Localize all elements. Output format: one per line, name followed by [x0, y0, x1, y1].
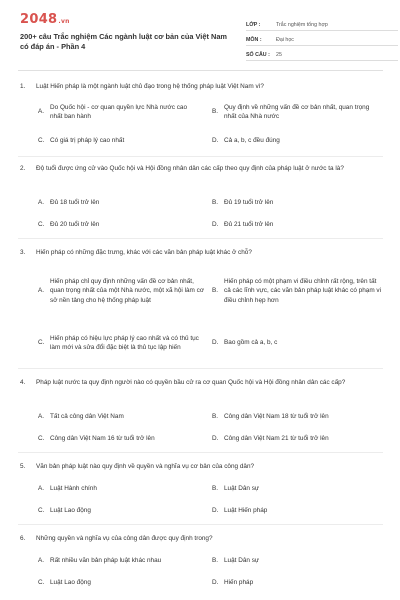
- option-b[interactable]: [212, 102, 382, 122]
- option-text: Bao gồm cả a, b, c: [224, 339, 278, 347]
- meta-label: LỚP :: [246, 22, 261, 28]
- option-d[interactable]: [212, 578, 382, 588]
- option-letter: D.: [212, 221, 219, 229]
- option-c[interactable]: [38, 220, 198, 230]
- question-1: [20, 82, 382, 92]
- option-d[interactable]: [212, 220, 382, 230]
- option-letter: C.: [38, 435, 45, 443]
- logo-suffix: .vn: [58, 18, 70, 25]
- option-letter: A.: [38, 413, 45, 421]
- meta-info: [246, 16, 398, 61]
- option-a[interactable]: [38, 484, 198, 494]
- option-text: Hiến pháp: [224, 579, 254, 587]
- option-letter: D.: [212, 339, 219, 347]
- option-d[interactable]: [212, 434, 382, 444]
- option-text: Đủ 21 tuổi trở lên: [224, 221, 274, 229]
- question-3: [20, 248, 382, 258]
- option-a[interactable]: [38, 198, 198, 208]
- option-letter: B.: [212, 413, 219, 421]
- option-text: Luật Lao động: [50, 507, 91, 515]
- site-logo[interactable]: [20, 12, 70, 27]
- meta-label: MÔN :: [246, 37, 262, 43]
- meta-row-lop: [246, 16, 398, 31]
- question-divider: [18, 452, 383, 453]
- option-c[interactable]: [38, 506, 198, 516]
- question-text: Văn bản pháp luật nào quy định về quyền và nghĩa vụ cơ bản của công dân?: [36, 463, 255, 470]
- option-letter: B.: [212, 557, 219, 565]
- question-2: [20, 164, 382, 174]
- option-b[interactable]: [212, 484, 382, 494]
- option-text: Hiến pháp chỉ quy định những vấn đề cơ bản nhất, quan trọng nhất của một Nhà nước, một xã hội làm cơ sở nền tảng cho hệ thống pháp luật: [50, 277, 205, 304]
- question-divider: [18, 238, 383, 239]
- option-a[interactable]: [38, 556, 198, 566]
- meta-row-mon: [246, 31, 398, 46]
- option-text: Đủ 19 tuổi trở lên: [224, 199, 274, 207]
- option-letter: C.: [38, 221, 45, 229]
- option-d[interactable]: [212, 136, 382, 146]
- option-text: Rất nhiều văn bản pháp luật khác nhau: [50, 557, 162, 565]
- option-c[interactable]: [38, 434, 198, 444]
- option-text: Luật Dân sự: [224, 557, 260, 565]
- meta-value: Trắc nghiệm tổng hợp: [276, 22, 328, 28]
- option-text: Đủ 20 tuổi trở lên: [50, 221, 100, 229]
- option-text: Luật Hiến pháp: [224, 507, 268, 515]
- question-number: 1.: [20, 83, 26, 90]
- question-number: 3.: [20, 249, 26, 256]
- question-divider: [18, 156, 383, 157]
- question-text: Pháp luật nước ta quy định người nào có quyền bầu cử ra cơ quan Quốc hội và Hội đồng nhân dân các cấp?: [36, 379, 346, 386]
- option-a[interactable]: [38, 102, 198, 122]
- option-letter: A.: [38, 287, 45, 295]
- question-number: 4.: [20, 379, 26, 386]
- meta-value: Đại học: [276, 37, 294, 43]
- option-letter: A.: [38, 557, 45, 565]
- option-text: Công dân Việt Nam 18 từ tuổi trở lên: [224, 413, 329, 421]
- option-letter: D.: [212, 137, 219, 145]
- option-letter: C.: [38, 579, 45, 587]
- question-text: Luật Hiến pháp là một ngành luật chủ đạo trong hệ thống pháp luật Việt Nam vì?: [36, 83, 264, 90]
- option-text: Luật Lao động: [50, 579, 91, 587]
- option-d[interactable]: [212, 506, 382, 516]
- question-text: Những quyền và nghĩa vụ của công dân được quy định trong?: [36, 535, 213, 542]
- option-text: Do Quốc hội - cơ quan quyền lực Nhà nước cao nhất ban hành: [50, 103, 188, 120]
- question-5: [20, 462, 382, 472]
- option-letter: B.: [212, 199, 219, 207]
- option-letter: C.: [38, 507, 45, 515]
- option-letter: A.: [38, 199, 45, 207]
- question-text: Hiến pháp có những đặc trưng, khác với các văn bản pháp luật khác ở chỗ?: [36, 249, 252, 256]
- option-letter: D.: [212, 579, 219, 587]
- option-letter: D.: [212, 507, 219, 515]
- option-letter: C.: [38, 137, 45, 145]
- option-d[interactable]: [212, 328, 382, 358]
- option-text: Hiến pháp có một phạm vi điều chỉnh rất rộng, trên tất cả các lĩnh vực, các văn bản pháp luật khác có phạm vi điều chỉnh hẹp hơn: [224, 277, 382, 304]
- meta-value: 25: [276, 52, 282, 58]
- option-letter: D.: [212, 435, 219, 443]
- option-c[interactable]: [38, 578, 198, 588]
- option-text: Đủ 18 tuổi trở lên: [50, 199, 100, 207]
- option-text: Quy định về những vấn đề cơ bản nhất, quan trọng nhất của Nhà nước: [224, 103, 370, 120]
- option-text: Tất cả công dân Việt Nam: [50, 413, 124, 421]
- option-b[interactable]: [212, 556, 382, 566]
- option-letter: C.: [38, 339, 45, 347]
- question-divider: [18, 524, 383, 525]
- page-header: [20, 12, 382, 62]
- option-c[interactable]: [38, 136, 198, 146]
- option-a[interactable]: [38, 412, 198, 422]
- option-text: Có giá trị pháp lý cao nhất: [50, 137, 125, 145]
- option-c[interactable]: [38, 328, 208, 358]
- option-letter: B.: [212, 287, 219, 295]
- question-number: 5.: [20, 463, 26, 470]
- meta-label: SỐ CÂU :: [246, 52, 270, 58]
- option-text: Cả a, b, c đều đúng: [224, 137, 280, 145]
- option-text: Công dân Việt Nam 21 từ tuổi trở lên: [224, 435, 329, 443]
- option-text: Luật Dân sự: [224, 485, 260, 493]
- option-letter: B.: [212, 485, 219, 493]
- page-title: 200+ câu Trắc nghiệm Các ngành luật cơ bản của Việt Nam có đáp án - Phần 4: [20, 32, 227, 51]
- question-number: 6.: [20, 535, 26, 542]
- option-letter: B.: [212, 108, 219, 116]
- question-number: 2.: [20, 165, 26, 172]
- option-text: Hiến pháp có hiệu lực pháp lý cao nhất và có thủ tục làm mới và sửa đổi đặc biệt là thủ tục lập hiến: [50, 334, 199, 351]
- header-divider: [18, 70, 383, 71]
- option-a[interactable]: [38, 266, 208, 316]
- option-b[interactable]: [212, 266, 382, 316]
- question-text: Độ tuổi được ứng cử vào Quốc hội và Hội đồng nhân dân các cấp theo quy định của pháp luật ở nước ta là?: [36, 165, 344, 172]
- logo-text: 2048: [20, 12, 58, 27]
- question-divider: [18, 368, 383, 369]
- option-b[interactable]: [212, 412, 382, 422]
- question-6: [20, 534, 382, 544]
- option-b[interactable]: [212, 198, 382, 208]
- option-text: Công dân Việt Nam 16 từ tuổi trở lên: [50, 435, 155, 443]
- option-letter: A.: [38, 108, 45, 116]
- question-4: [20, 378, 382, 388]
- option-text: Luật Hành chính: [50, 485, 97, 493]
- meta-row-socau: [246, 46, 398, 61]
- option-letter: A.: [38, 485, 45, 493]
